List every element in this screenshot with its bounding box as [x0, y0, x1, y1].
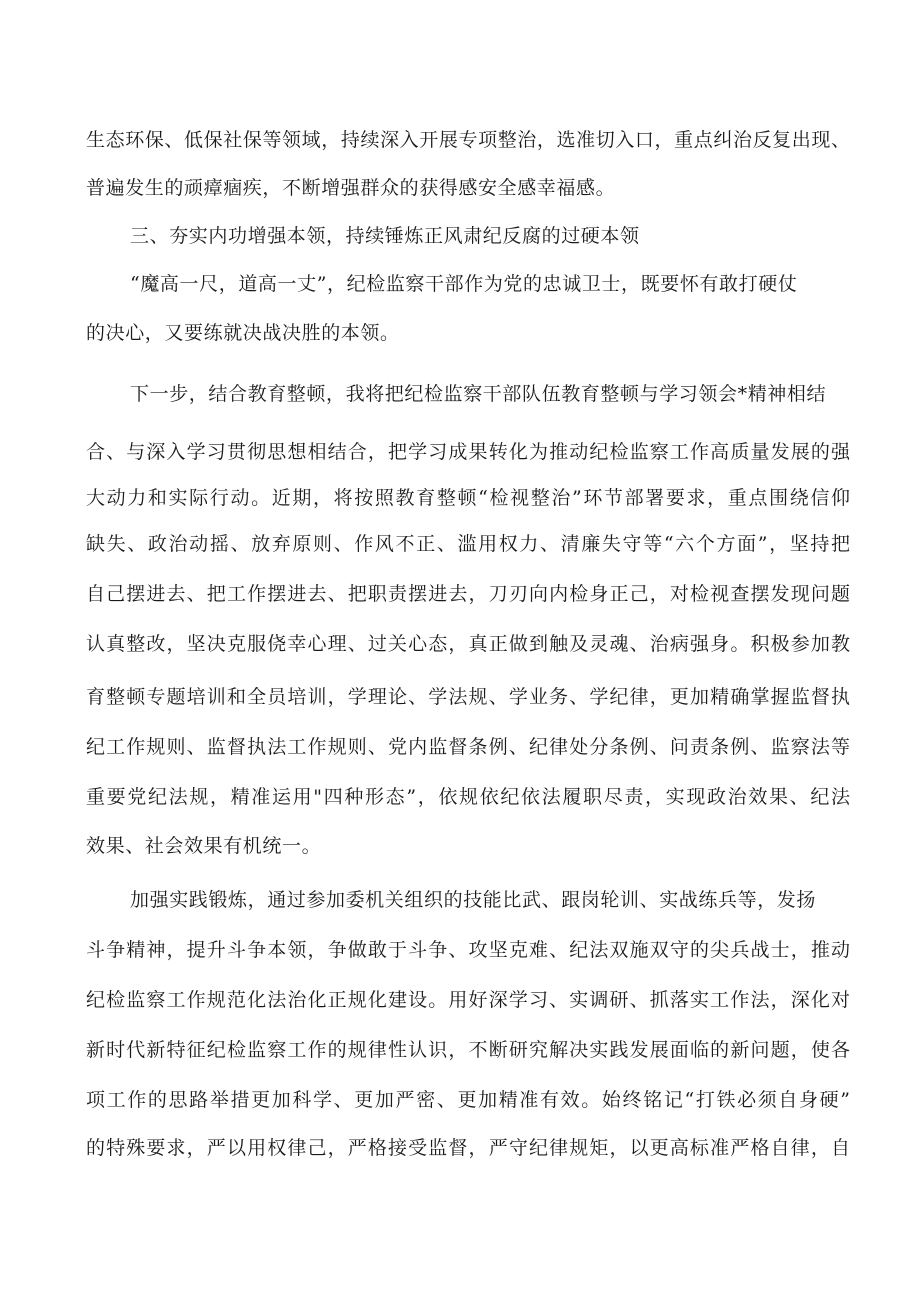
paragraph-line: “魔高一尺，道高一丈”，纪检监察干部作为党的忠诚卫士，既要怀有敢打硬仗 — [130, 273, 798, 295]
paragraph-line: 项工作的思路举措更加科学、更加严密、更加精准有效。始终铭记“打铁必须自身硬” — [86, 1089, 850, 1111]
paragraph-line: 合、与深入学习贯彻思想相结合，把学习成果转化为推动纪检监察工作高质量发展的强 — [86, 441, 850, 463]
paragraph-line: 自己摆进去、把工作摆进去、把职责摆进去，刀刃向内检身正己，对检视查摆发现问题 — [86, 583, 850, 605]
paragraph-line: 加强实践锻炼，通过参加委机关组织的技能比武、跟岗轮训、实战练兵等，发扬 — [130, 889, 817, 911]
paragraph-line: 认真整改，坚决克服侥幸心理、过关心态，真正做到触及灵魂、治病强身。积极参加教 — [86, 633, 850, 655]
paragraph-line: 斗争精神，提升斗争本领，争做敢于斗争、攻坚克难、纪法双施双守的尖兵战士，推动 — [86, 939, 850, 961]
paragraph-line: 新时代新特征纪检监察工作的规律性认识，不断研究解决实践发展面临的新问题，使各 — [86, 1039, 850, 1061]
paragraph-line: 生态环保、低保社保等领域，持续深入开展专项整治，选准切入口，重点纠治反复出现、 — [86, 129, 850, 151]
paragraph-line: 缺失、政治动摇、放弃原则、作风不正、滥用权力、清廉失守等“六个方面”，坚持把 — [86, 533, 850, 555]
paragraph-line: 效果、社会效果有机统一。 — [86, 835, 322, 857]
paragraph-line: 纪工作规则、监督执法工作规则、党内监督条例、纪律处分条例、问责条例、监察法等 — [86, 736, 850, 758]
paragraph-line: 重要党纪法规，精准运用"四种形态”，依规依纪依法履职尽责，实现政治效果、纪法 — [86, 786, 850, 808]
paragraph-line: 下一步，结合教育整顿，我将把纪检监察干部队伍教育整顿与学习领会*精神相结 — [130, 383, 827, 405]
section-heading: 三、夯实内功增强本领，持续锤炼正风肃纪反腐的过硬本领 — [130, 225, 640, 247]
paragraph-line: 的决心，又要练就决战决胜的本领。 — [86, 322, 400, 344]
paragraph-line: 大动力和实际行动。近期，将按照教育整顿“检视整治”环节部署要求，重点围绕信仰 — [86, 487, 850, 509]
paragraph-line: 育整顿专题培训和全员培训，学理论、学法规、学业务、学纪律，更加精确掌握监督执 — [86, 686, 850, 708]
paragraph-line: 的特殊要求，严以用权律己，严格接受监督，严守纪律规矩，以更高标准严格自律，自 — [86, 1137, 850, 1159]
paragraph-line: 普遍发生的顽瘴痼疾，不断增强群众的获得感安全感幸福感。 — [86, 177, 616, 199]
paragraph-line: 纪检监察工作规范化法治化正规化建设。用好深学习、实调研、抓落实工作法，深化对 — [86, 989, 850, 1011]
